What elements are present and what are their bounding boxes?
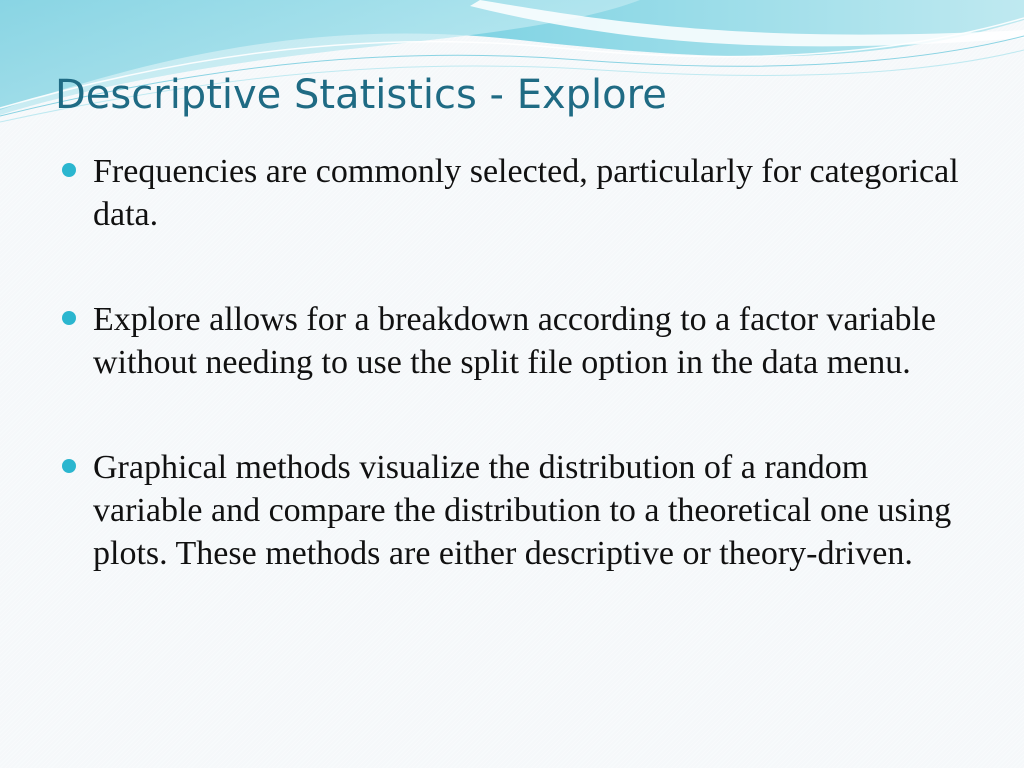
bullet-item	[62, 298, 972, 384]
bullet-text: Explore allows for a breakdown according to a factor variable without needing to use the split file option in the data menu.	[93, 301, 937, 381]
bullet-circle-icon	[62, 311, 76, 325]
bullet-item	[62, 446, 972, 575]
bullet-text: Graphical methods visualize the distribution of a random variable and compare the distribution to a theoretical one using plots. These methods are either descriptive or theory-driven.	[93, 449, 952, 572]
bullet-item	[62, 150, 972, 236]
bullet-circle-icon	[62, 163, 76, 177]
bullet-text: Frequencies are commonly selected, particularly for categorical data.	[93, 153, 959, 233]
bullet-circle-icon	[62, 459, 76, 473]
slide-title: Descriptive Statistics - Explore	[55, 72, 667, 118]
bullet-list	[62, 150, 972, 575]
